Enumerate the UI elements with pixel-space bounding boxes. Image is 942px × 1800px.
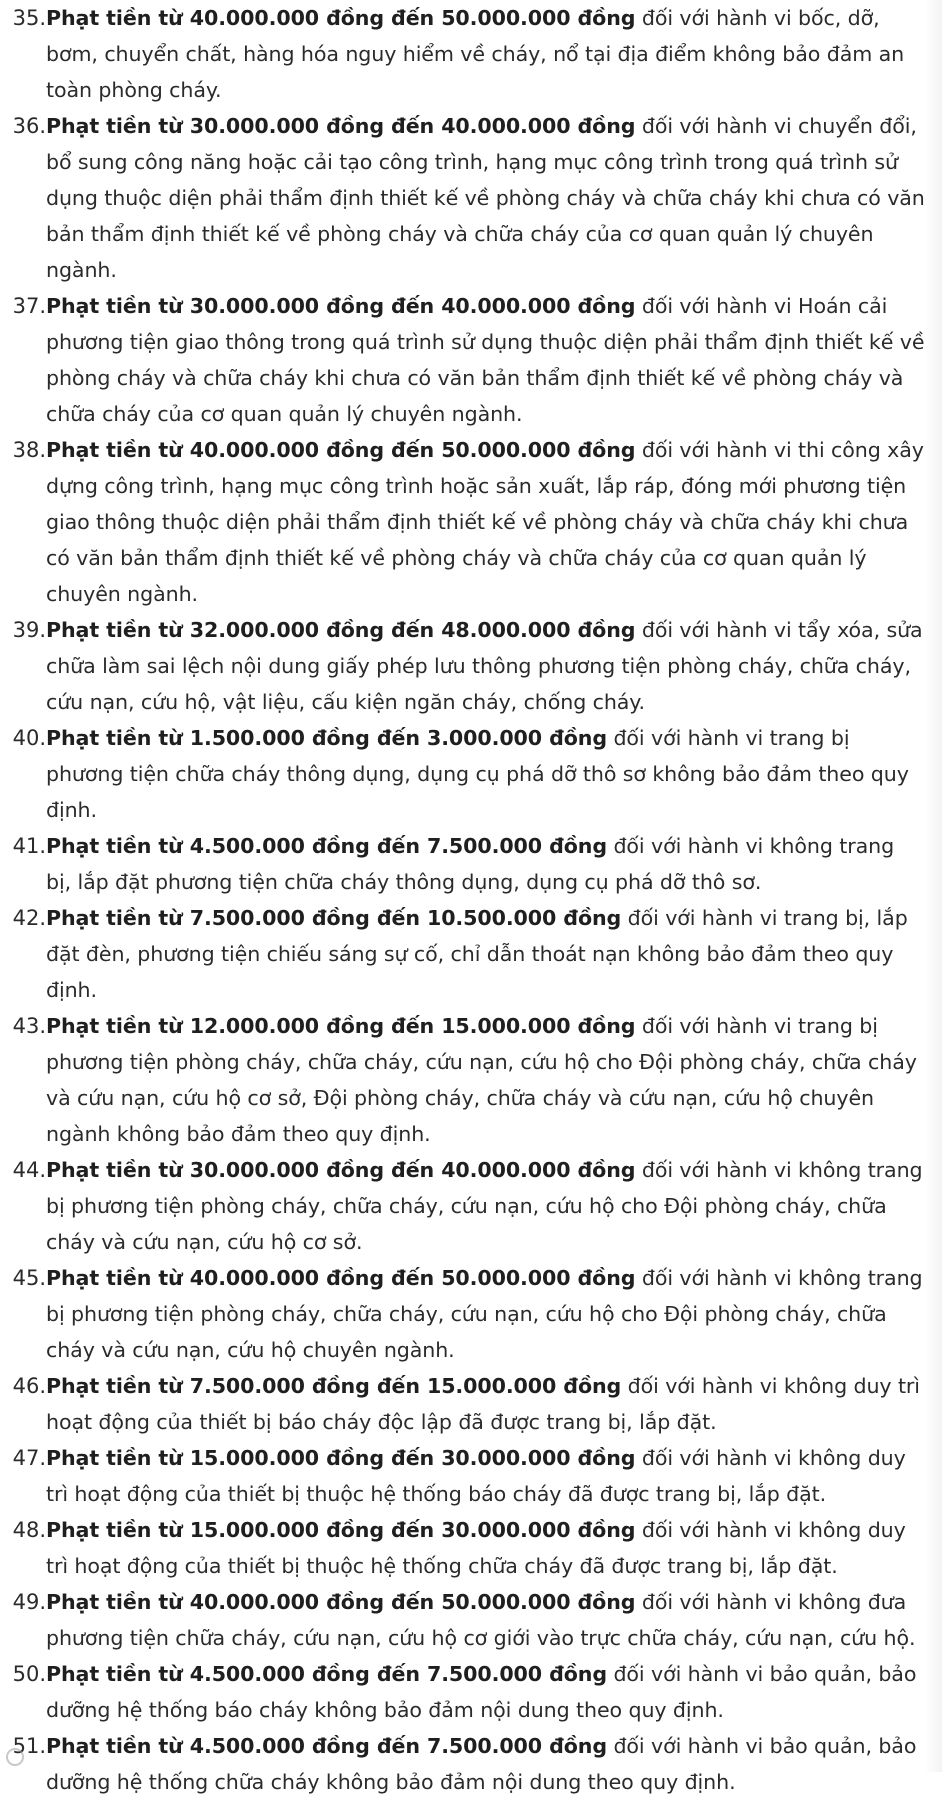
violation-description: đối với hành vi bảo quản, bảo dưỡng hệ thống chữa cháy không bảo đảm nội dung theo quy định. [46, 1734, 917, 1794]
list-item [0, 612, 925, 720]
item-number: 42. [12, 906, 46, 930]
fine-amount: Phạt tiền từ 40.000.000 đồng đến 50.000.000 đồng [46, 1590, 636, 1614]
item-text [46, 1260, 925, 1368]
list-item [0, 432, 925, 612]
list-item [0, 1584, 925, 1656]
violation-description: đối với hành vi không trang bị phương tiện phòng cháy, chữa cháy, cứu nạn, cứu hộ cho Đội phòng cháy, chữa cháy và cứu nạn, cứu hộ cơ sở. [46, 1158, 923, 1254]
fine-amount: Phạt tiền từ 15.000.000 đồng đến 30.000.000 đồng [46, 1518, 636, 1542]
item-text [46, 900, 925, 1008]
violation-description: đối với hành vi thi công xây dựng công trình, hạng mục công trình hoặc sản xuất, lắp ráp, đóng mới phương tiện giao thông thuộc diện phải thẩm định thiết kế về phòng cháy và chữa cháy khi chưa có văn bản thẩm định thiết kế về phòng cháy và chữa cháy của cơ quan quản lý chuyên ngành. [46, 438, 924, 606]
item-number: 43. [12, 1014, 46, 1038]
list-item [0, 1260, 925, 1368]
violation-description: đối với hành vi trang bị phương tiện phòng cháy, chữa cháy, cứu nạn, cứu hộ cho Đội phòng cháy, chữa cháy và cứu nạn, cứu hộ cơ sở, Đội phòng cháy, chữa cháy và cứu nạn, cứu hộ chuyên ngành không bảo đảm theo quy định. [46, 1014, 917, 1146]
violation-description: đối với hành vi không duy trì hoạt động của thiết bị thuộc hệ thống báo cháy đã được trang bị, lắp đặt. [46, 1446, 906, 1506]
fine-amount: Phạt tiền từ 15.000.000 đồng đến 30.000.000 đồng [46, 1446, 636, 1470]
item-text [46, 1440, 925, 1512]
fine-amount: Phạt tiền từ 30.000.000 đồng đến 40.000.000 đồng [46, 114, 636, 138]
item-text [46, 432, 925, 612]
violation-description: đối với hành vi Hoán cải phương tiện giao thông trong quá trình sử dụng thuộc diện phải thẩm định thiết kế về phòng cháy và chữa cháy khi chưa có văn bản thẩm định thiết kế về phòng cháy và chữa cháy của cơ quan quản lý chuyên ngành. [46, 294, 925, 426]
fine-amount: Phạt tiền từ 4.500.000 đồng đến 7.500.000 đồng [46, 1662, 607, 1686]
violation-description: đối với hành vi không trang bị phương tiện phòng cháy, chữa cháy, cứu nạn, cứu hộ cho Đội phòng cháy, chữa cháy và cứu nạn, cứu hộ chuyên ngành. [46, 1266, 923, 1362]
fine-amount: Phạt tiền từ 30.000.000 đồng đến 40.000.000 đồng [46, 294, 636, 318]
item-number: 38. [12, 438, 46, 462]
item-text [46, 108, 925, 288]
violation-description: đối với hành vi không trang bị, lắp đặt phương tiện chữa cháy thông dụng, dụng cụ phá dỡ thô sơ. [46, 834, 895, 894]
list-item [0, 1440, 925, 1512]
violation-description: đối với hành vi trang bị phương tiện chữa cháy thông dụng, dụng cụ phá dỡ thô sơ không bảo đảm theo quy định. [46, 726, 909, 822]
item-number: 39. [12, 618, 46, 642]
violation-description: đối với hành vi không đưa phương tiện chữa cháy, cứu nạn, cứu hộ cơ giới vào trực chữa cháy, cứu nạn, cứu hộ. [46, 1590, 916, 1650]
watermark-logo-icon [6, 1748, 24, 1766]
item-number: 50. [12, 1662, 46, 1686]
item-text [46, 1584, 925, 1656]
item-number: 51. [12, 1734, 46, 1758]
violation-description: đối với hành vi trang bị, lắp đặt đèn, phương tiện chiếu sáng sự cố, chỉ dẫn thoát nạn không bảo đảm theo quy định. [46, 906, 908, 1002]
fine-amount: Phạt tiền từ 7.500.000 đồng đến 15.000.000 đồng [46, 1374, 622, 1398]
item-number: 36. [12, 114, 46, 138]
list-item [0, 1728, 925, 1800]
list-item [0, 720, 925, 828]
list-item [0, 0, 925, 108]
list-item [0, 1152, 925, 1260]
violation-description: đối với hành vi tẩy xóa, sửa chữa làm sai lệch nội dung giấy phép lưu thông phương tiện phòng cháy, chữa cháy, cứu nạn, cứu hộ, vật liệu, cấu kiện ngăn cháy, chống cháy. [46, 618, 923, 714]
list-item [0, 1008, 925, 1152]
item-text [46, 1008, 925, 1152]
fine-amount: Phạt tiền từ 7.500.000 đồng đến 10.500.000 đồng [46, 906, 622, 930]
list-item [0, 900, 925, 1008]
fine-amount: Phạt tiền từ 30.000.000 đồng đến 40.000.000 đồng [46, 1158, 636, 1182]
violation-description: đối với hành vi bảo quản, bảo dưỡng hệ thống báo cháy không bảo đảm nội dung theo quy định. [46, 1662, 917, 1722]
item-text [46, 612, 925, 720]
item-text [46, 0, 925, 108]
item-number: 35. [12, 6, 46, 30]
list-item [0, 1512, 925, 1584]
item-text [46, 288, 925, 432]
list-item [0, 288, 925, 432]
item-text [46, 1512, 925, 1584]
list-item [0, 1656, 925, 1728]
fine-amount: Phạt tiền từ 40.000.000 đồng đến 50.000.000 đồng [46, 438, 636, 462]
fine-amount: Phạt tiền từ 1.500.000 đồng đến 3.000.000 đồng [46, 726, 607, 750]
fine-amount: Phạt tiền từ 12.000.000 đồng đến 15.000.000 đồng [46, 1014, 636, 1038]
item-number: 49. [12, 1590, 46, 1614]
item-number: 37. [12, 294, 46, 318]
item-text [46, 1152, 925, 1260]
list-item [0, 108, 925, 288]
list-item [0, 1368, 925, 1440]
item-text [46, 1368, 925, 1440]
fine-amount: Phạt tiền từ 32.000.000 đồng đến 48.000.000 đồng [46, 618, 636, 642]
item-text [46, 1728, 925, 1800]
item-number: 48. [12, 1518, 46, 1542]
item-text [46, 720, 925, 828]
item-number: 40. [12, 726, 46, 750]
item-text [46, 828, 925, 900]
violation-description: đối với hành vi chuyển đổi, bổ sung công năng hoặc cải tạo công trình, hạng mục công trình trong quá trình sử dụng thuộc diện phải thẩm định thiết kế về phòng cháy và chữa cháy khi chưa có văn bản thẩm định thiết kế về phòng cháy và chữa cháy của cơ quan quản lý chuyên ngành. [46, 114, 925, 282]
fine-amount: Phạt tiền từ 4.500.000 đồng đến 7.500.000 đồng [46, 834, 607, 858]
fine-amount: Phạt tiền từ 40.000.000 đồng đến 50.000.000 đồng [46, 6, 636, 30]
violation-description: đối với hành vi không duy trì hoạt động của thiết bị báo cháy độc lập đã được trang bị, lắp đặt. [46, 1374, 920, 1434]
fine-amount: Phạt tiền từ 40.000.000 đồng đến 50.000.000 đồng [46, 1266, 636, 1290]
fine-amount: Phạt tiền từ 4.500.000 đồng đến 7.500.000 đồng [46, 1734, 607, 1758]
item-number: 41. [12, 834, 46, 858]
item-number: 47. [12, 1446, 46, 1470]
item-number: 44. [12, 1158, 46, 1182]
list-item [0, 828, 925, 900]
item-text [46, 1656, 925, 1728]
watermark [6, 1748, 24, 1766]
violation-description: đối với hành vi không duy trì hoạt động của thiết bị thuộc hệ thống chữa cháy đã được trang bị, lắp đặt. [46, 1518, 906, 1578]
item-number: 45. [12, 1266, 46, 1290]
item-number: 46. [12, 1374, 46, 1398]
violation-description: đối với hành vi bốc, dỡ, bơm, chuyển chất, hàng hóa nguy hiểm về cháy, nổ tại địa điểm không bảo đảm an toàn phòng cháy. [46, 6, 905, 102]
